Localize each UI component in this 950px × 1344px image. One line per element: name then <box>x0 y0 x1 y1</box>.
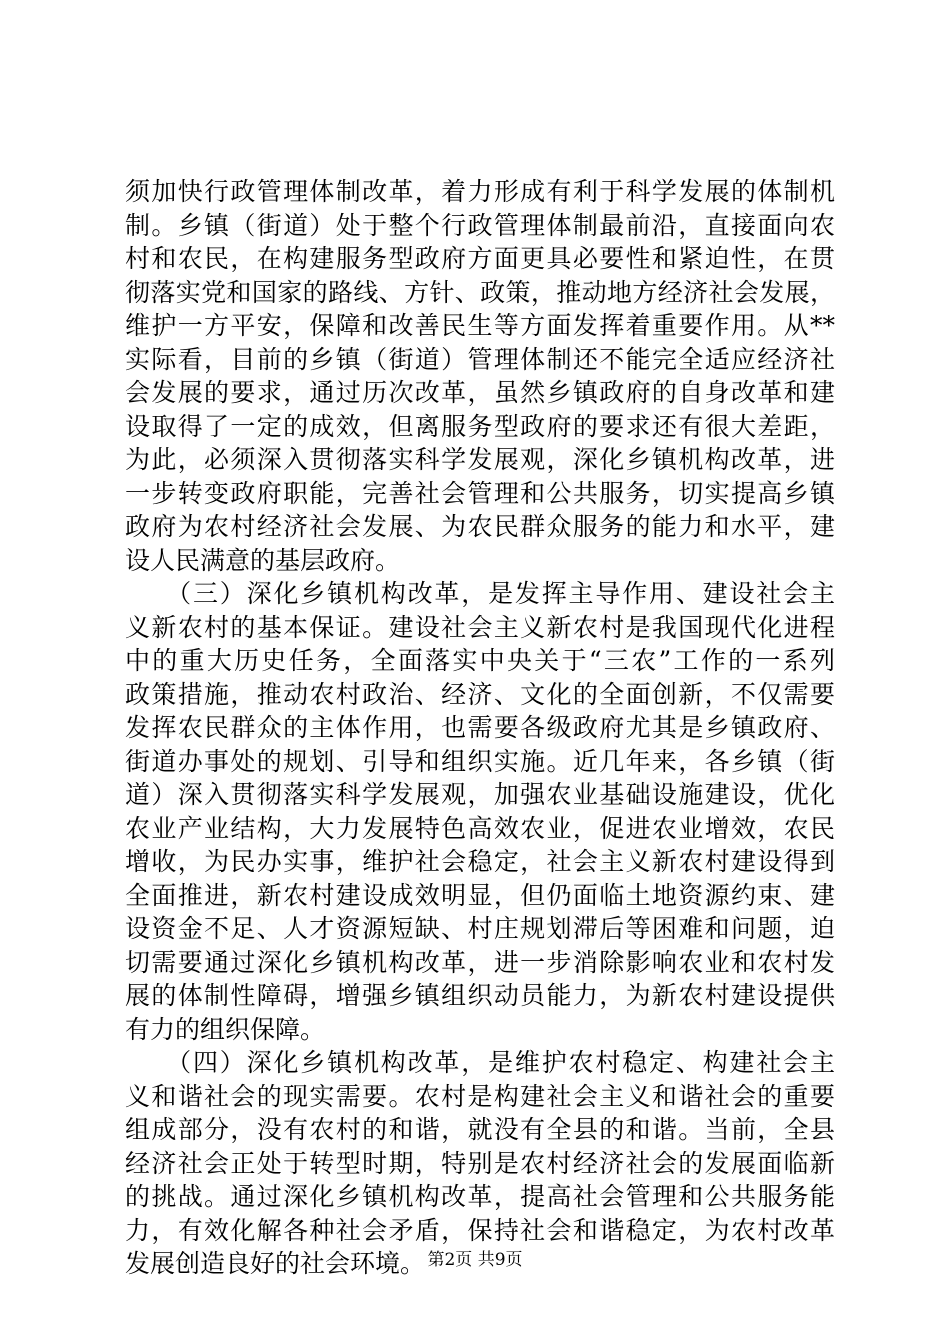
text-line: 力，有效化解各种社会矛盾，保持社会和谐稳定，为农村改革 <box>125 1215 835 1245</box>
text-line: 义和谐社会的现实需要。农村是构建社会主义和谐社会的重要 <box>125 1081 835 1111</box>
text-line: 彻落实党和国家的路线、方针、政策，推动地方经济社会发展， <box>125 277 835 307</box>
text-line: 切需要通过深化乡镇机构改革，进一步消除影响农业和农村发 <box>125 947 835 977</box>
text-line: 道）深入贯彻落实科学发展观，加强农业基础设施建设，优化 <box>125 780 835 809</box>
text-line: 政策措施，推动农村政治、经济、文化的全面创新，不仅需要 <box>125 679 835 709</box>
text-line: 街道办事处的规划、引导和组织实施。近几年来，各乡镇（街 <box>125 746 835 776</box>
text-line: 经济社会正处于转型时期，特别是农村经济社会的发展面临新 <box>125 1148 835 1178</box>
text-line: 设取得了一定的成效，但离服务型政府的要求还有很大差距， <box>125 411 835 441</box>
text-line: 会发展的要求，通过历次改革，虽然乡镇政府的自身改革和建 <box>125 378 835 407</box>
text-line: 设人民满意的基层政府。 <box>125 545 401 575</box>
text-line: 展的体制性障碍，增强乡镇组织动员能力，为新农村建设提供 <box>125 981 835 1010</box>
text-line: 义新农村的基本保证。建设社会主义新农村是我国现代化进程 <box>125 612 835 642</box>
text-line: 组成部分，没有农村的和谐，就没有全县的和谐。当前，全县 <box>125 1115 835 1144</box>
text-line: 的挑战。通过深化乡镇机构改革，提高社会管理和公共服务能 <box>125 1182 835 1211</box>
text-line: 增收，为民办实事，维护社会稳定，社会主义新农村建设得到 <box>125 847 835 876</box>
text-line: （三）深化乡镇机构改革，是发挥主导作用、建设社会主 <box>125 579 835 608</box>
text-line: 有力的组织保障。 <box>125 1014 326 1044</box>
text-line: （四）深化乡镇机构改革，是维护农村稳定、构建社会主 <box>125 1048 835 1077</box>
text-line: 发展创造良好的社会环境。 <box>125 1249 426 1278</box>
text-line: 一步转变政府职能，完善社会管理和公共服务，切实提高乡镇 <box>125 478 835 508</box>
text-line: 为此，必须深入贯彻落实科学发展观，深化乡镇机构改革，进 <box>125 445 835 474</box>
text-line: 须加快行政管理体制改革，着力形成有利于科学发展的体制机 <box>125 177 835 206</box>
text-line: 中的重大历史任务，全面落实中央关于“三农”工作的一系列 <box>125 646 835 675</box>
text-line: 农业产业结构，大力发展特色高效农业，促进农业增效，农民 <box>125 813 835 843</box>
text-line: 实际看，目前的乡镇（街道）管理体制还不能完全适应经济社 <box>125 344 835 374</box>
text-line: 村和农民，在构建服务型政府方面更具必要性和紧迫性，在贯 <box>125 244 835 273</box>
text-line: 设资金不足、人才资源短缺、村庄规划滞后等困难和问题，迫 <box>125 914 835 943</box>
text-line: 制。乡镇（街道）处于整个行政管理体制最前沿，直接面向农 <box>125 210 835 240</box>
page-number-footer: 第2页 共9页 <box>427 1250 523 1270</box>
text-line: 政府为农村经济社会发展、为农民群众服务的能力和水平，建 <box>125 512 835 541</box>
text-line: 维护一方平安，保障和改善民生等方面发挥着重要作用。从** <box>125 311 835 340</box>
text-line: 发挥农民群众的主体作用，也需要各级政府尤其是乡镇政府、 <box>125 713 835 742</box>
text-line: 全面推进，新农村建设成效明显，但仍面临土地资源约束、建 <box>125 880 835 910</box>
document-body <box>125 175 835 1281</box>
